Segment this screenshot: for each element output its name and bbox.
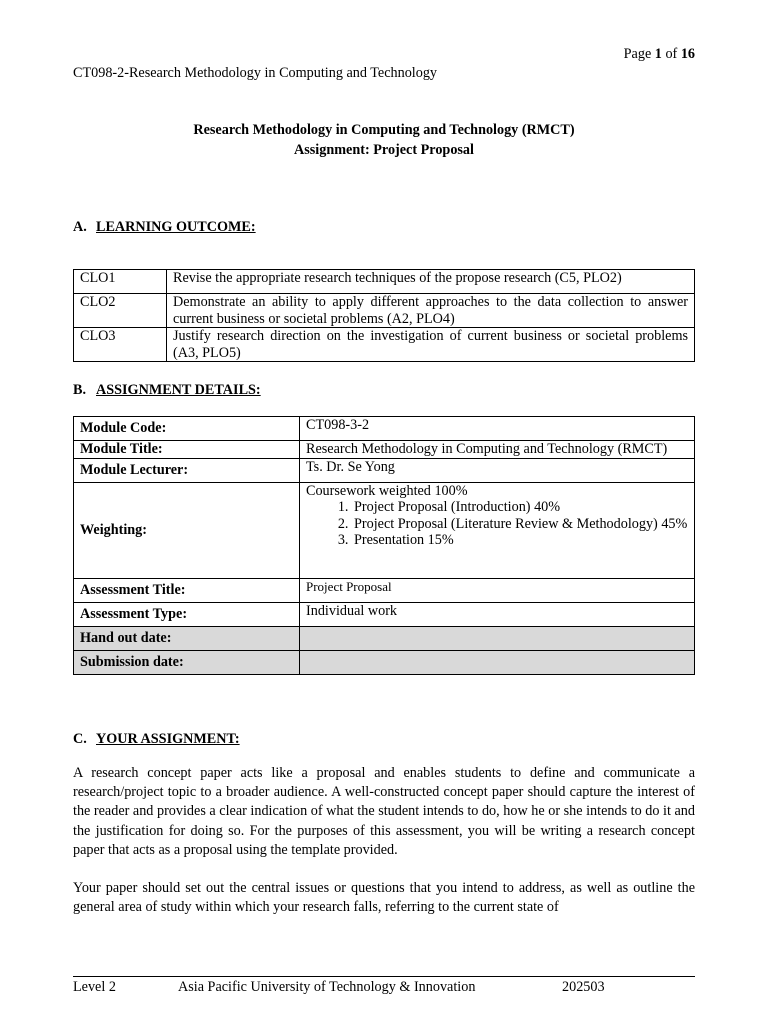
assessment-title-value: Project Proposal bbox=[300, 578, 695, 602]
table-row bbox=[74, 602, 695, 626]
module-code-label: Module Code: bbox=[74, 417, 300, 441]
assignment-details-table bbox=[73, 416, 695, 675]
module-code-value: CT098-3-2 bbox=[300, 417, 695, 441]
section-a-title: LEARNING OUTCOME: bbox=[96, 219, 256, 235]
weighting-list bbox=[306, 499, 688, 549]
weighting-label: Weighting: bbox=[74, 482, 300, 578]
hand-out-date-value bbox=[300, 626, 695, 650]
section-a-letter: A. bbox=[73, 219, 87, 235]
clo-description: Revise the appropriate research techniques of the propose research (C5, PLO2) bbox=[167, 270, 695, 294]
learning-outcome-table bbox=[73, 269, 695, 362]
footer-divider bbox=[73, 976, 695, 977]
table-row bbox=[74, 626, 695, 650]
table-row bbox=[74, 417, 695, 441]
clo-description: Demonstrate an ability to apply different approaches to the data collection to answer current business or societal problems (A2, PLO4) bbox=[167, 294, 695, 328]
hand-out-date-label: Hand out date: bbox=[74, 626, 300, 650]
page-label: Page bbox=[623, 46, 655, 62]
table-row bbox=[74, 328, 695, 362]
table-row bbox=[74, 441, 695, 459]
clo-code: CLO3 bbox=[74, 328, 167, 362]
submission-date-value bbox=[300, 650, 695, 674]
section-b-letter: B. bbox=[73, 382, 87, 398]
weighting-value bbox=[300, 482, 695, 578]
table-row bbox=[74, 458, 695, 482]
footer-level: Level 2 bbox=[73, 979, 116, 995]
clo-code: CLO1 bbox=[74, 270, 167, 294]
footer-university: Asia Pacific University of Technology & Innovation bbox=[178, 979, 476, 995]
assessment-type-label: Assessment Type: bbox=[74, 602, 300, 626]
page-current: 1 bbox=[654, 46, 662, 62]
module-lecturer-value: Ts. Dr. Se Yong bbox=[300, 458, 695, 482]
list-item: 3. Presentation 15% bbox=[352, 532, 688, 549]
module-header: CT098-2-Research Methodology in Computing and Technology bbox=[73, 65, 438, 81]
section-c-heading bbox=[73, 731, 240, 748]
section-a-heading bbox=[73, 219, 256, 236]
section-c-title: YOUR ASSIGNMENT: bbox=[96, 731, 240, 747]
table-row bbox=[74, 650, 695, 674]
assignment-paragraph-2: Your paper should set out the central issues or questions that you intend to address, as well as outline the general area of study within which your research falls, referring to the current state of bbox=[73, 880, 695, 916]
submission-date-label: Submission date: bbox=[74, 650, 300, 674]
section-c-letter: C. bbox=[73, 731, 87, 747]
document-title: Research Methodology in Computing and Technology (RMCT) bbox=[193, 122, 575, 138]
section-b-title: ASSIGNMENT DETAILS: bbox=[96, 382, 261, 398]
assessment-title-label: Assessment Title: bbox=[74, 578, 300, 602]
list-item: 2. Project Proposal (Literature Review & Methodology) 45% bbox=[352, 516, 688, 533]
module-title-label: Module Title: bbox=[74, 441, 300, 459]
table-row bbox=[74, 482, 695, 578]
table-row bbox=[74, 270, 695, 294]
table-row bbox=[74, 578, 695, 602]
document-subtitle: Assignment: Project Proposal bbox=[294, 142, 474, 158]
table-row bbox=[74, 294, 695, 328]
page-total: 16 bbox=[680, 46, 695, 62]
weighting-intro: Coursework weighted 100% bbox=[306, 482, 468, 499]
list-item: 1. Project Proposal (Introduction) 40% bbox=[352, 499, 688, 516]
page-number bbox=[624, 46, 695, 63]
clo-description: Justify research direction on the investigation of current business or societal problems (A3, PLO5) bbox=[167, 328, 695, 362]
clo-code: CLO2 bbox=[74, 294, 167, 328]
page-of: of bbox=[661, 46, 681, 62]
section-b-heading bbox=[73, 382, 261, 399]
module-title-value: Research Methodology in Computing and Technology (RMCT) bbox=[300, 441, 695, 459]
assignment-paragraph-1: A research concept paper acts like a proposal and enables students to define and communicate a research/project topic to a broader audience. A well-constructed concept paper should capture the interest of the reader and provides a clear indication of what the student intends to do, how he or she intends to do it and the justification for doing so. For the purposes of this assessment, you will be writing a research concept paper that acts as a proposal using the template provided. bbox=[73, 765, 695, 858]
footer-code: 202503 bbox=[562, 979, 605, 995]
module-lecturer-label: Module Lecturer: bbox=[74, 458, 300, 482]
assessment-type-value: Individual work bbox=[300, 602, 695, 626]
